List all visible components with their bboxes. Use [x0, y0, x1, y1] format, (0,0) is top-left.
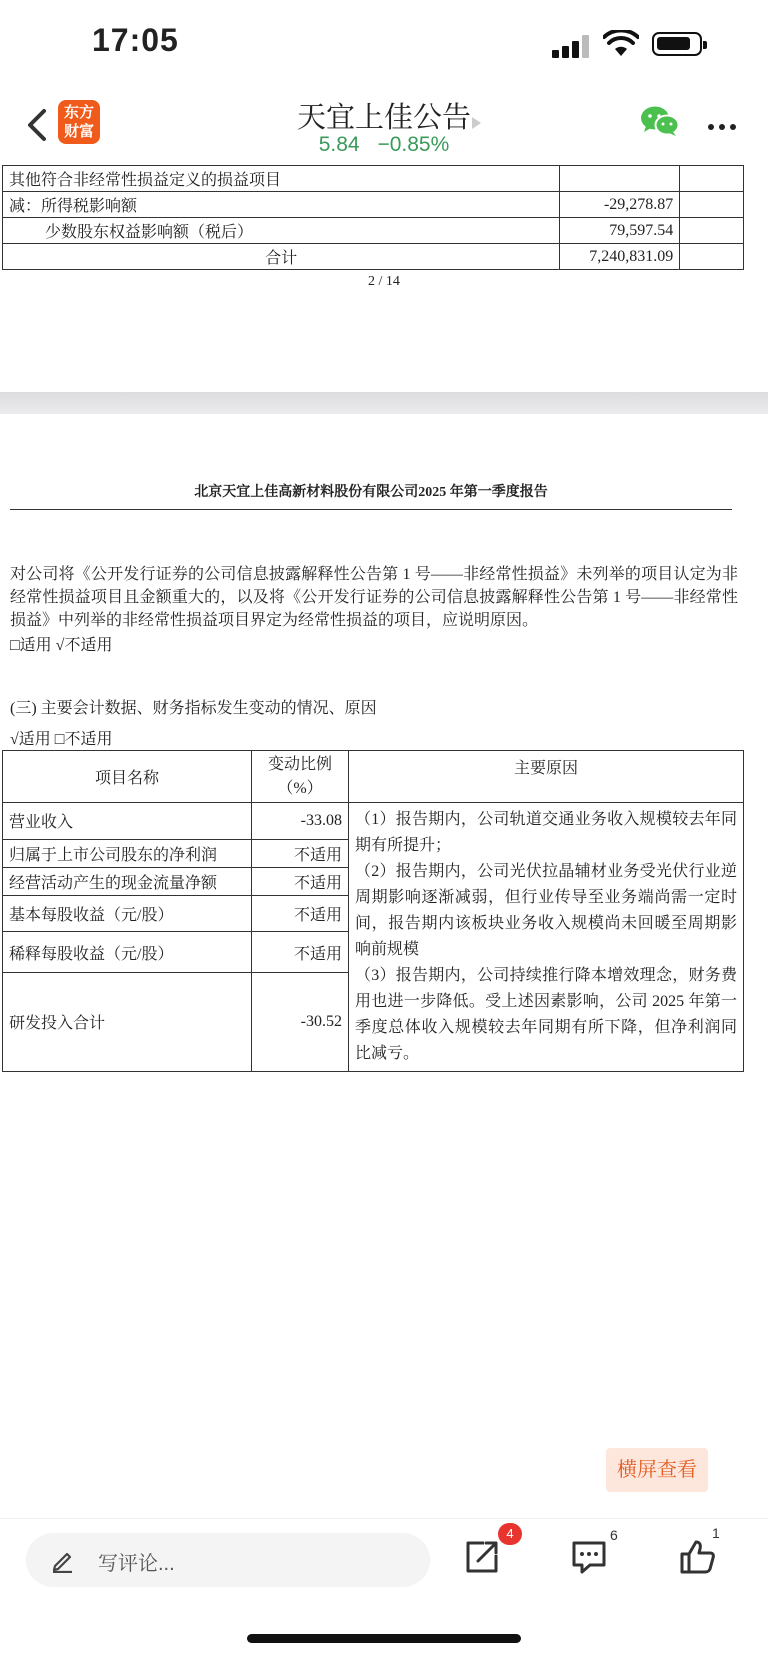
- stock-change: −0.85%: [377, 133, 450, 156]
- status-bar: [0, 0, 768, 95]
- app-header: [0, 95, 768, 165]
- table-cell-ratio: 不适用: [252, 839, 349, 867]
- table-cell-ratio: 不适用: [252, 895, 349, 932]
- pencil-icon: [50, 1547, 76, 1573]
- quote-arrow-icon[interactable]: [472, 117, 481, 129]
- applicable-status-2: √适用 □不适用: [10, 731, 113, 748]
- table-cell-item: 经营活动产生的现金流量净额: [3, 867, 252, 895]
- share-icon[interactable]: [464, 1539, 500, 1575]
- table-header-row: [3, 751, 744, 803]
- page-indicator: 2 / 14: [368, 274, 400, 289]
- table-cell-label: 减：所得税影响额: [3, 192, 560, 218]
- logo-line-1: 东方: [63, 104, 94, 121]
- status-time: 17:05: [92, 22, 179, 58]
- table-cell-ratio: 不适用: [252, 932, 349, 973]
- header-ratio-line1: 变动比例: [267, 755, 332, 773]
- table-cell-label: 少数股东权益影响额（税后）: [3, 218, 560, 244]
- like-icon[interactable]: [678, 1539, 716, 1575]
- landscape-view-button[interactable]: 横屏查看: [606, 1448, 708, 1492]
- header-main-reason: 主要原因: [349, 751, 744, 803]
- reason-line-3: （3）报告期内，公司持续推行降本增效理念，财务费用也进一步降低。受上述因素影响，公司 2025 年第一季度总体收入规模较去年同期有所下降，但净利润同比减亏。: [355, 967, 737, 1062]
- table-cell-item: 基本每股收益（元/股）: [3, 895, 252, 932]
- body-paragraph: 对公司将《公开发行证券的公司信息披露解释性公告第 1 号——非经常性损益》未列举的项目认定为非经常性损益项目且金额重大的，以及将《公开发行证券的公司信息披露解释性公告第 1 号——非经常性损益》中列举的非经常性损益项目界定为经常性损益的项目，应说明原因。: [10, 566, 738, 629]
- reason-cell: [349, 803, 744, 1072]
- header-item-name: 项目名称: [3, 751, 252, 803]
- table-cell-label: 其他符合非经常性损益定义的损益项目: [3, 166, 560, 192]
- table-cell-value: -29,278.87: [560, 192, 680, 218]
- table-cell-value: 7,240,831.09: [560, 244, 680, 270]
- comment-icon[interactable]: [570, 1539, 608, 1575]
- reason-line-1: （1）报告期内，公司轨道交通业务收入规模较去年同期有所提升；: [355, 811, 737, 854]
- document-header: 北京天宜上佳高新材料股份有限公司2025 年第一季度报告: [10, 481, 732, 510]
- table-row: [3, 803, 744, 840]
- like-count: 1: [712, 1525, 720, 1541]
- table-cell-ratio: -33.08: [252, 803, 349, 840]
- cellular-signal-icon: [552, 34, 592, 58]
- page-title: 天宜上佳公告: [296, 102, 471, 134]
- non-recurring-table: [2, 165, 744, 270]
- table-row: [3, 166, 744, 192]
- home-indicator[interactable]: [247, 1634, 521, 1643]
- reason-line-2: （2）报告期内，公司光伏拉晶辅材业务受光伏行业逆周期影响逐渐减弱，但行业传导至业务端尚需一定时间，报告期内该板块业务收入规模尚未回暖至周期影响前规模: [355, 863, 737, 958]
- table-cell-value: 79,597.54: [560, 218, 680, 244]
- wifi-icon: [603, 30, 639, 58]
- comment-placeholder: 写评论...: [98, 1553, 175, 1575]
- header-ratio-line2: （%）: [277, 779, 323, 797]
- wechat-share-icon[interactable]: [640, 105, 680, 137]
- share-badge: 4: [498, 1523, 522, 1545]
- table-cell-item: 归属于上市公司股东的净利润: [3, 839, 252, 867]
- logo-line-2: 财富: [63, 123, 94, 140]
- financial-changes-table: [2, 750, 744, 1072]
- stock-price: 5.84: [318, 133, 360, 156]
- section-title: (三) 主要会计数据、财务指标发生变动的情况、原因: [10, 700, 377, 717]
- comment-input[interactable]: [26, 1533, 430, 1587]
- table-cell-item: 营业收入: [3, 803, 252, 840]
- more-options-icon[interactable]: [708, 117, 741, 135]
- header-change-ratio: [252, 751, 349, 803]
- table-row: [3, 244, 744, 270]
- table-cell-item: 稀释每股收益（元/股）: [3, 932, 252, 973]
- table-row: [3, 192, 744, 218]
- table-cell-ratio: -30.52: [252, 972, 349, 1071]
- comment-count: 6: [610, 1527, 618, 1543]
- table-cell-label: 合计: [3, 244, 560, 270]
- table-cell-ratio: 不适用: [252, 867, 349, 895]
- page-divider: [0, 392, 768, 414]
- table-cell-value: [560, 166, 680, 192]
- applicable-status-1: □适用 √不适用: [10, 637, 113, 654]
- table-row: [3, 218, 744, 244]
- table-cell-item: 研发投入合计: [3, 972, 252, 1071]
- battery-icon: [652, 32, 702, 56]
